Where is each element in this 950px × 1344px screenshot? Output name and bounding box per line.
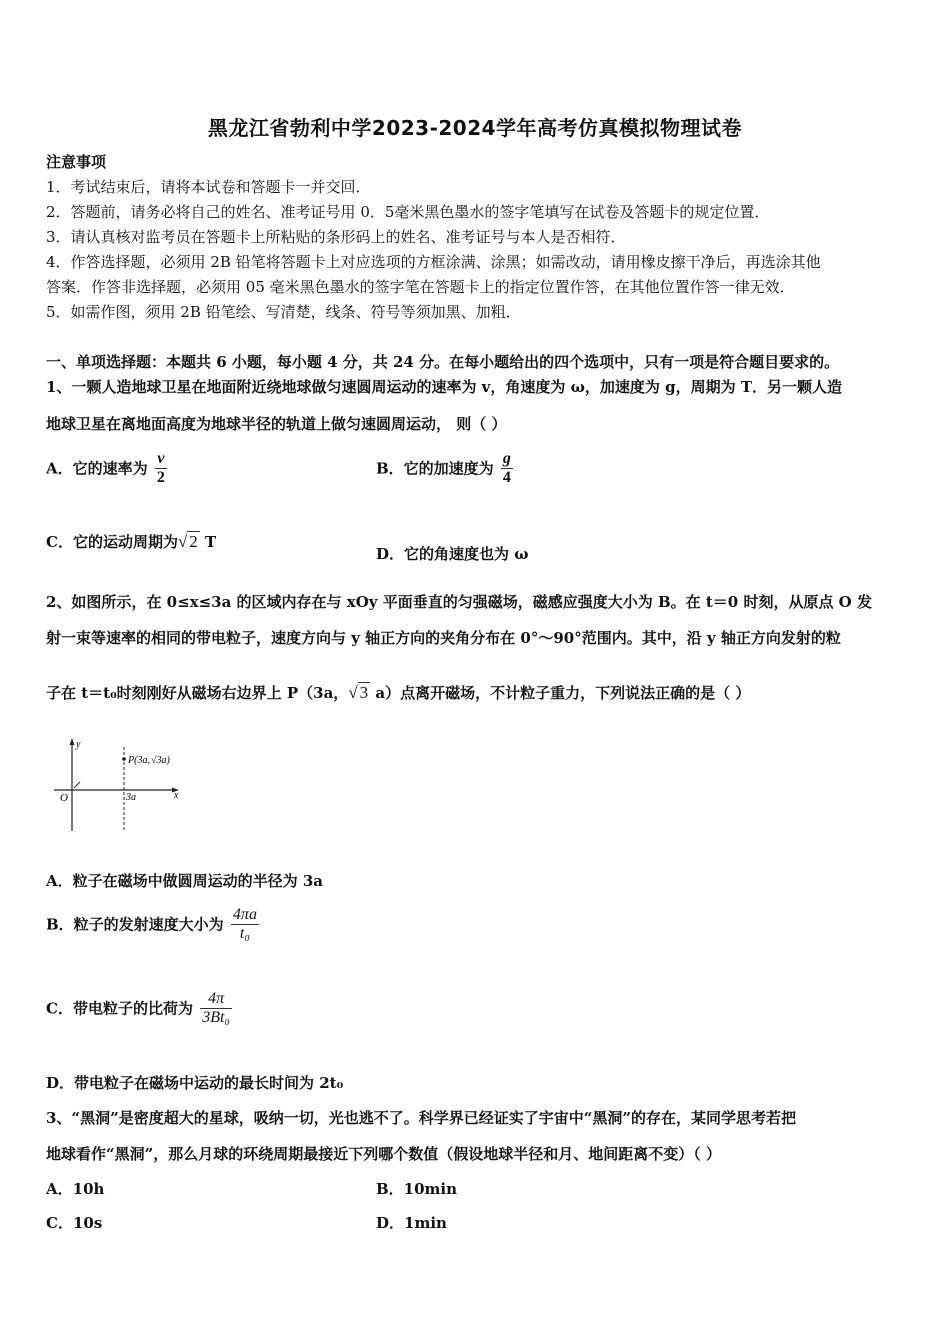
q2-option-d: D．带电粒子在磁场中运动的最长时间为 2t₀ — [46, 1074, 344, 1092]
q3-stem-line2: 地球看作“黑洞”，那么月球的环绕周期最接近下列哪个数值（假设地球半径和月、地间距离不变）（ ） — [46, 1145, 721, 1163]
boundary-label: 3a — [126, 792, 136, 803]
section-heading: 一、单项选择题：本题共 6 小题，每小题 4 分，共 24 分。在每小题给出的四个选项中，只有一项是符合题目要求的。 — [46, 353, 840, 371]
notice-item-4-cont: 答案．作答非选择题，必须用 05 毫米黑色墨水的签字笔在答题卡上的指定位置作答，在其他位置作答一律无效． — [46, 278, 795, 296]
point-p — [122, 757, 126, 761]
notice-item-5: 5．如需作图，须用 2B 铅笔绘、写清楚，线条、符号等须加黑、加粗． — [46, 303, 521, 321]
q1-option-a: A．它的速率为 $\frac{v}{2}$ — [46, 450, 165, 486]
q1-option-b: B．它的加速度为 $\frac{g}{4}$ — [376, 450, 511, 486]
point-p-label: P(3a,√3a) — [128, 755, 170, 766]
particle-velocity-arrow — [74, 782, 80, 788]
q3-option-c: C．10s — [46, 1214, 103, 1232]
sqrt-symbol: √ 2 — [177, 532, 198, 551]
q1-option-c: C．它的运动周期为√ 2 T — [46, 532, 217, 551]
page-title: 黑龙江省勃利中学2023-2024学年高考仿真模拟物理试卷 — [207, 116, 743, 140]
q3-stem-line1: 3、“黑洞”是密度超大的星球，吸纳一切，光也逃不了。科学界已经证实了宇宙中“黑洞”的存在，某同学思考若把 — [46, 1109, 796, 1127]
q2-option-a: A．粒子在磁场中做圆周运动的半径为 3a — [46, 872, 324, 890]
q3-option-d: D．1min — [376, 1214, 447, 1232]
q2-option-b: B．粒子的发射速度大小为 $\frac{4\pi a}{\text{t₀}}$ — [46, 906, 257, 942]
q2-option-c: C．带电粒子的比荷为 $\frac{4\pi}{\text{3Bt₀}}$ — [46, 990, 230, 1026]
y-axis-label: y — [76, 739, 81, 750]
q1-stem-line1: 1、一颗人造地球卫星在地面附近绕地球做匀速圆周运动的速率为 v，角速度为 ω，加速度为 g，周期为 T．另一颗人造 — [46, 378, 842, 396]
q2-stem-line3: 子在 t＝t₀时刻刚好从磁场右边界上 P（3a，√ 3 a）点离开磁场，不计粒子重力，下列说法正确的是（ ） — [46, 683, 751, 702]
notice-item-2: 2．答题前，请务必将自己的姓名、准考证号用 0．5毫米黑色墨水的签字笔填写在试卷及答题卡的规定位置． — [46, 203, 770, 221]
q3-option-b: B．10min — [376, 1180, 458, 1198]
y-axis-arrow — [70, 738, 75, 745]
q2-stem-line2: 射一束等速率的相同的带电粒子，速度方向与 y 轴正方向的夹角分布在 0°～90°范围内。其中，沿 y 轴正方向发射的粒 — [46, 629, 841, 647]
q3-option-a: A．10h — [46, 1180, 105, 1198]
notice-heading: 注意事项 — [46, 153, 107, 171]
notice-item-4: 4．作答选择题，必须用 2B 铅笔将答题卡上对应选项的方框涂满、涂黑；如需改动，请用橡皮擦干净后，再选涂其他 — [46, 253, 821, 271]
origin-label: O — [60, 792, 68, 804]
x-axis-label: x — [174, 790, 179, 801]
q1-option-d: D．它的角速度也为 ω — [376, 545, 529, 563]
q2-stem-line1: 2、如图所示，在 0≤x≤3a 的区域内存在与 xOy 平面垂直的匀强磁场，磁感应强度大小为 B。在 t＝0 时刻，从原点 O 发 — [46, 593, 872, 611]
q1-stem-line2: 地球卫星在离地面高度为地球半径的轨道上做匀速圆周运动， 则（ ） — [46, 415, 507, 433]
magnetic-field-diagram — [48, 735, 198, 839]
notice-item-3: 3．请认真核对监考员在答题卡上所粘贴的条形码上的姓名、准考证号与本人是否相符． — [46, 228, 626, 246]
notice-item-1: 1．考试结束后，请将本试卷和答题卡一并交回． — [46, 178, 371, 196]
